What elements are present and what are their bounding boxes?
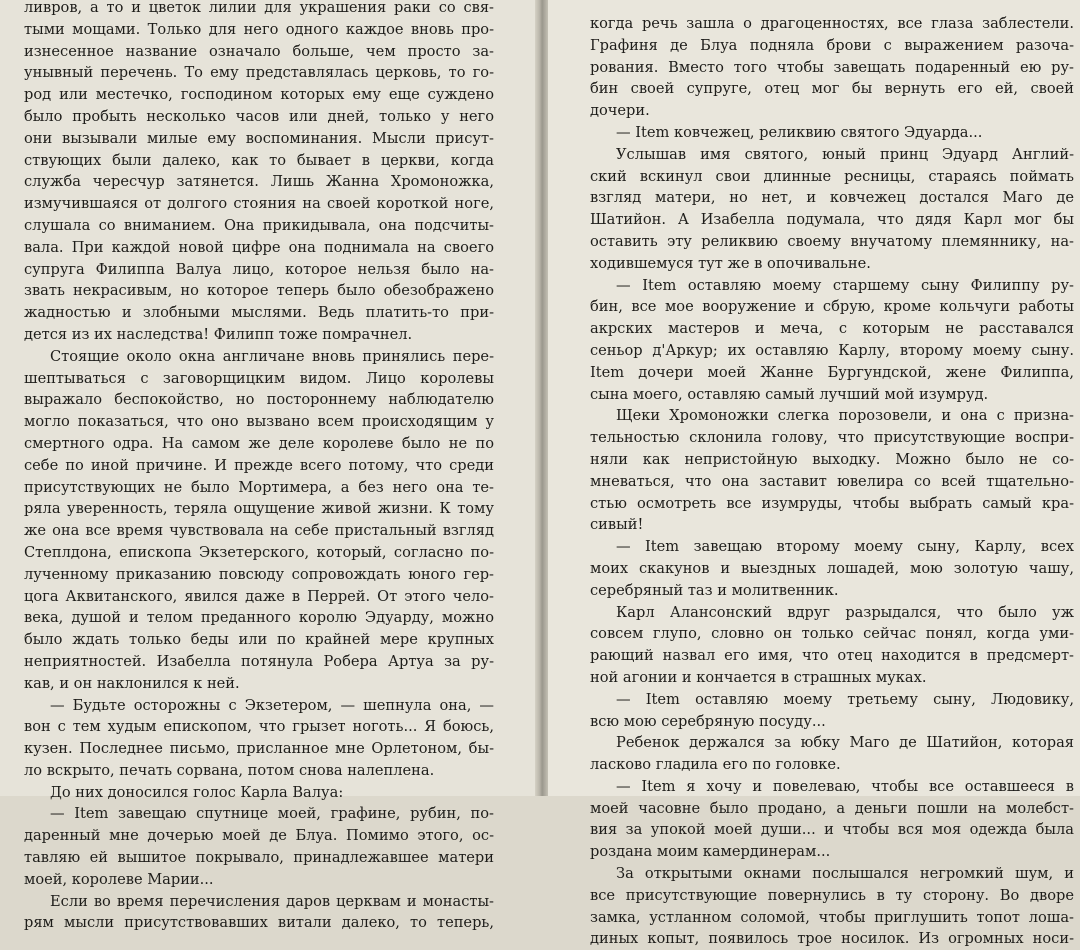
text-line: все присутствующие повернулись в ту сторону. Во дворе: [590, 886, 1074, 904]
text-line: смертного одра. На самом же деле королеве было не по: [24, 434, 494, 452]
text-line: сына моего, оставляю самый лучший мой изумруд.: [590, 385, 989, 403]
text-line: жадностью и злобными мыслями. Ведь платить-то при-: [24, 304, 494, 322]
text-line: кузен. Последнее письмо, присланное мне Орлетоном, бы-: [24, 740, 494, 758]
text-line: дочери.: [590, 102, 650, 120]
text-line: шептываться с заговорщицким видом. Лицо королевы: [24, 369, 494, 387]
text-line: акрских мастеров и меча, с которым не расставался: [590, 320, 1074, 338]
text-line: даренный мне дочерью моей де Блуа. Помимо этого, ос-: [24, 827, 494, 845]
text-line: моей, королеве Марии...: [24, 870, 214, 888]
text-line: няли как непристойную выходку. Можно было не со-: [590, 450, 1074, 468]
right-page: [548, 0, 1080, 948]
text-line: — Item завещаю спутнице моей, графине, рубин, по-: [50, 805, 494, 823]
text-line: тельностью склонила голову, что присутствующие воспри-: [590, 429, 1074, 447]
text-line: диных копыт, появилось трое носилок. Из огромных носи-: [590, 930, 1074, 948]
text-line: бин своей супруге, отец мог бы вернуть его ей, своей: [590, 80, 1074, 98]
text-line: дется из их наследства! Филипп тоже помрачнел.: [24, 325, 413, 343]
text-line: рям мысли присутствовавших витали далеко, то теперь,: [24, 914, 494, 932]
text-line: бин, все мое вооружение и сбрую, кроме кольчуги работы: [590, 298, 1074, 316]
text-line: — Будьте осторожны с Экзетером, — шепнула она, —: [50, 696, 494, 714]
text-line: неприятностей. Изабелла потянула Робера Артуа за ру-: [24, 652, 494, 670]
text-line: — Item завещаю второму моему сыну, Карлу, всех: [616, 538, 1074, 556]
text-line: супруга Филиппа Валуа лицо, которое нельзя было на-: [24, 260, 494, 278]
text-line: когда речь зашла о драгоценностях, все глаза заблестели.: [590, 15, 1074, 32]
text-line: За открытыми окнами послышался негромкий шум, и: [616, 865, 1074, 883]
text-line: — Item ковчежец, реликвию святого Эдуарда...: [616, 123, 983, 141]
text-line: Ребенок держался за юбку Маго де Шатийон, которая: [616, 734, 1074, 752]
text-line: — Item оставляю моему старшему сыну Филиппу ру-: [616, 276, 1074, 294]
text-line: присутствующих не было Мортимера, а без него она те-: [24, 478, 494, 496]
text-line: ло вскрыто, печать сорвана, потом снова налеплена.: [24, 761, 435, 779]
text-line: сеньор д'Аркур; их оставляю Карлу, второму моему сыну.: [590, 341, 1074, 359]
text-line: века, душой и телом преданного королю Эдуарду, можно: [24, 609, 494, 627]
text-line: вала. При каждой новой цифре она поднимала на своего: [24, 238, 494, 256]
text-line: лученному приказанию повсюду сопровождать юного гер-: [24, 565, 494, 583]
text-line: выражало беспокойство, но постороннему наблюдателю: [24, 391, 494, 409]
text-line: — Item оставляю моему третьему сыну, Людовику,: [616, 690, 1074, 708]
text-line: тыми мощами. Только для него одного каждое вновь про-: [24, 20, 494, 38]
text-line: ной агонии и кончается в страшных муках.: [590, 668, 927, 686]
text-line: слушала со вниманием. Она прикидывала, она подсчиты-: [24, 216, 494, 234]
text-line: было ждать только беды или по крайней мере крупных: [24, 631, 494, 649]
text-line: Графиня де Блуа подняла брови с выражением разоча-: [590, 36, 1074, 54]
text-line: ходившемуся тут же в опочивальне.: [590, 254, 871, 272]
text-line: себе по иной причине. И прежде всего потому, что среди: [24, 456, 494, 474]
left-page: [0, 0, 535, 932]
book-gutter: [535, 0, 548, 796]
text-line: Услышав имя святого, юный принц Эдуард Англий-: [616, 145, 1074, 163]
text-line: могло показаться, что оно вызвано всем происходящим у: [24, 413, 494, 431]
text-line: ский вскинул свои длинные ресницы, стараясь поймать: [590, 167, 1074, 185]
text-line: унывный перечень. То ему представлялась церковь, то го-: [24, 64, 494, 82]
text-line: серебряный таз и молитвенник.: [590, 581, 839, 599]
text-line: Стоящие около окна англичане вновь принялись пере-: [50, 347, 494, 365]
text-line: рования. Вместо того чтобы завещать подаренный ею ру-: [590, 58, 1074, 76]
text-line: звать некрасивым, но которое теперь было обезображено: [24, 282, 494, 300]
text-line: моей часовне было продано, а деньги пошли на молебст-: [590, 799, 1074, 817]
text-line: ласково гладила его по головке.: [590, 756, 841, 774]
text-line: мневаться, что она заставит ювелира со всей тщательно-: [590, 472, 1074, 490]
left-page-text: [24, 0, 494, 934]
text-line: вия за упокой моей души... и чтобы вся моя одежда была: [590, 821, 1074, 839]
text-line: они вызывали милые ему воспоминания. Мысли присут-: [24, 129, 494, 147]
text-line: служба чересчур затянется. Лишь Жанна Хромоножка,: [24, 173, 494, 191]
text-line: До них доносился голос Карла Валуа:: [50, 783, 344, 801]
text-line: Щеки Хромоножки слегка порозовели, и она с призна-: [616, 407, 1074, 425]
text-line: роздана моим камердинерам...: [590, 843, 831, 861]
text-line: стью осмотреть все изумруды, чтобы выбрать самый кра-: [590, 494, 1074, 512]
text-line: вон с тем худым епископом, что грызет ноготь... Я боюсь,: [24, 718, 494, 736]
text-line: Степлдона, епископа Экзетерского, который, согласно по-: [24, 543, 494, 561]
text-line: сивый!: [590, 516, 644, 534]
text-line: Шатийон. А Изабелла подумала, что дядя Карл мог бы: [590, 211, 1074, 229]
right-page-text: [590, 13, 1074, 950]
text-line: ствующих были далеко, как то бывает в церкви, когда: [24, 151, 494, 169]
text-line: — Item я хочу и повелеваю, чтобы все оставшееся в: [616, 777, 1074, 795]
text-line: изнесенное название означало больше, чем просто за-: [24, 42, 494, 60]
text-line: Item дочери моей Жанне Бургундской, жене Филиппа,: [590, 363, 1074, 381]
text-line: измучившаяся от долгого стояния на своей короткой ноге,: [24, 195, 494, 213]
text-line: ряла уверенность, теряла ощущение живой жизни. К тому: [24, 500, 494, 518]
text-line: рающий назвал его имя, что отец находится в предсмерт-: [590, 647, 1074, 665]
text-line: цога Аквитанского, явился даже в Перрей. От этого чело-: [24, 587, 494, 605]
text-line: тавляю ей вышитое покрывало, принадлежавшее матери: [24, 849, 494, 867]
text-line: совсем глупо, словно он только сейчас понял, когда уми-: [590, 625, 1074, 643]
text-line: Карл Алансонский вдруг разрыдался, что было уж: [616, 603, 1074, 621]
text-line: кав, и он наклонился к ней.: [24, 674, 240, 692]
text-line: род или местечко, господином которых ему еще суждено: [24, 86, 494, 104]
text-line: оставить эту реликвию своему внучатому племяннику, на-: [590, 232, 1074, 250]
text-line: ливров, а то и цветок лилии для украшения раки со свя-: [24, 0, 494, 16]
text-line: моих скакунов и выездных лошадей, мою золотую чашу,: [590, 559, 1074, 577]
text-line: всю мою серебряную посуду...: [590, 712, 826, 730]
text-line: Если во время перечисления даров церквам и монасты-: [50, 892, 494, 910]
text-line: было пробыть несколько часов или дней, только у него: [24, 107, 494, 125]
text-line: взгляд матери, но нет, и ковчежец достался Маго де: [590, 189, 1074, 207]
text-line: замка, устланном соломой, чтобы приглушить топот лоша-: [590, 908, 1074, 926]
text-line: же она все время чувствовала на себе пристальный взгляд: [24, 522, 494, 540]
